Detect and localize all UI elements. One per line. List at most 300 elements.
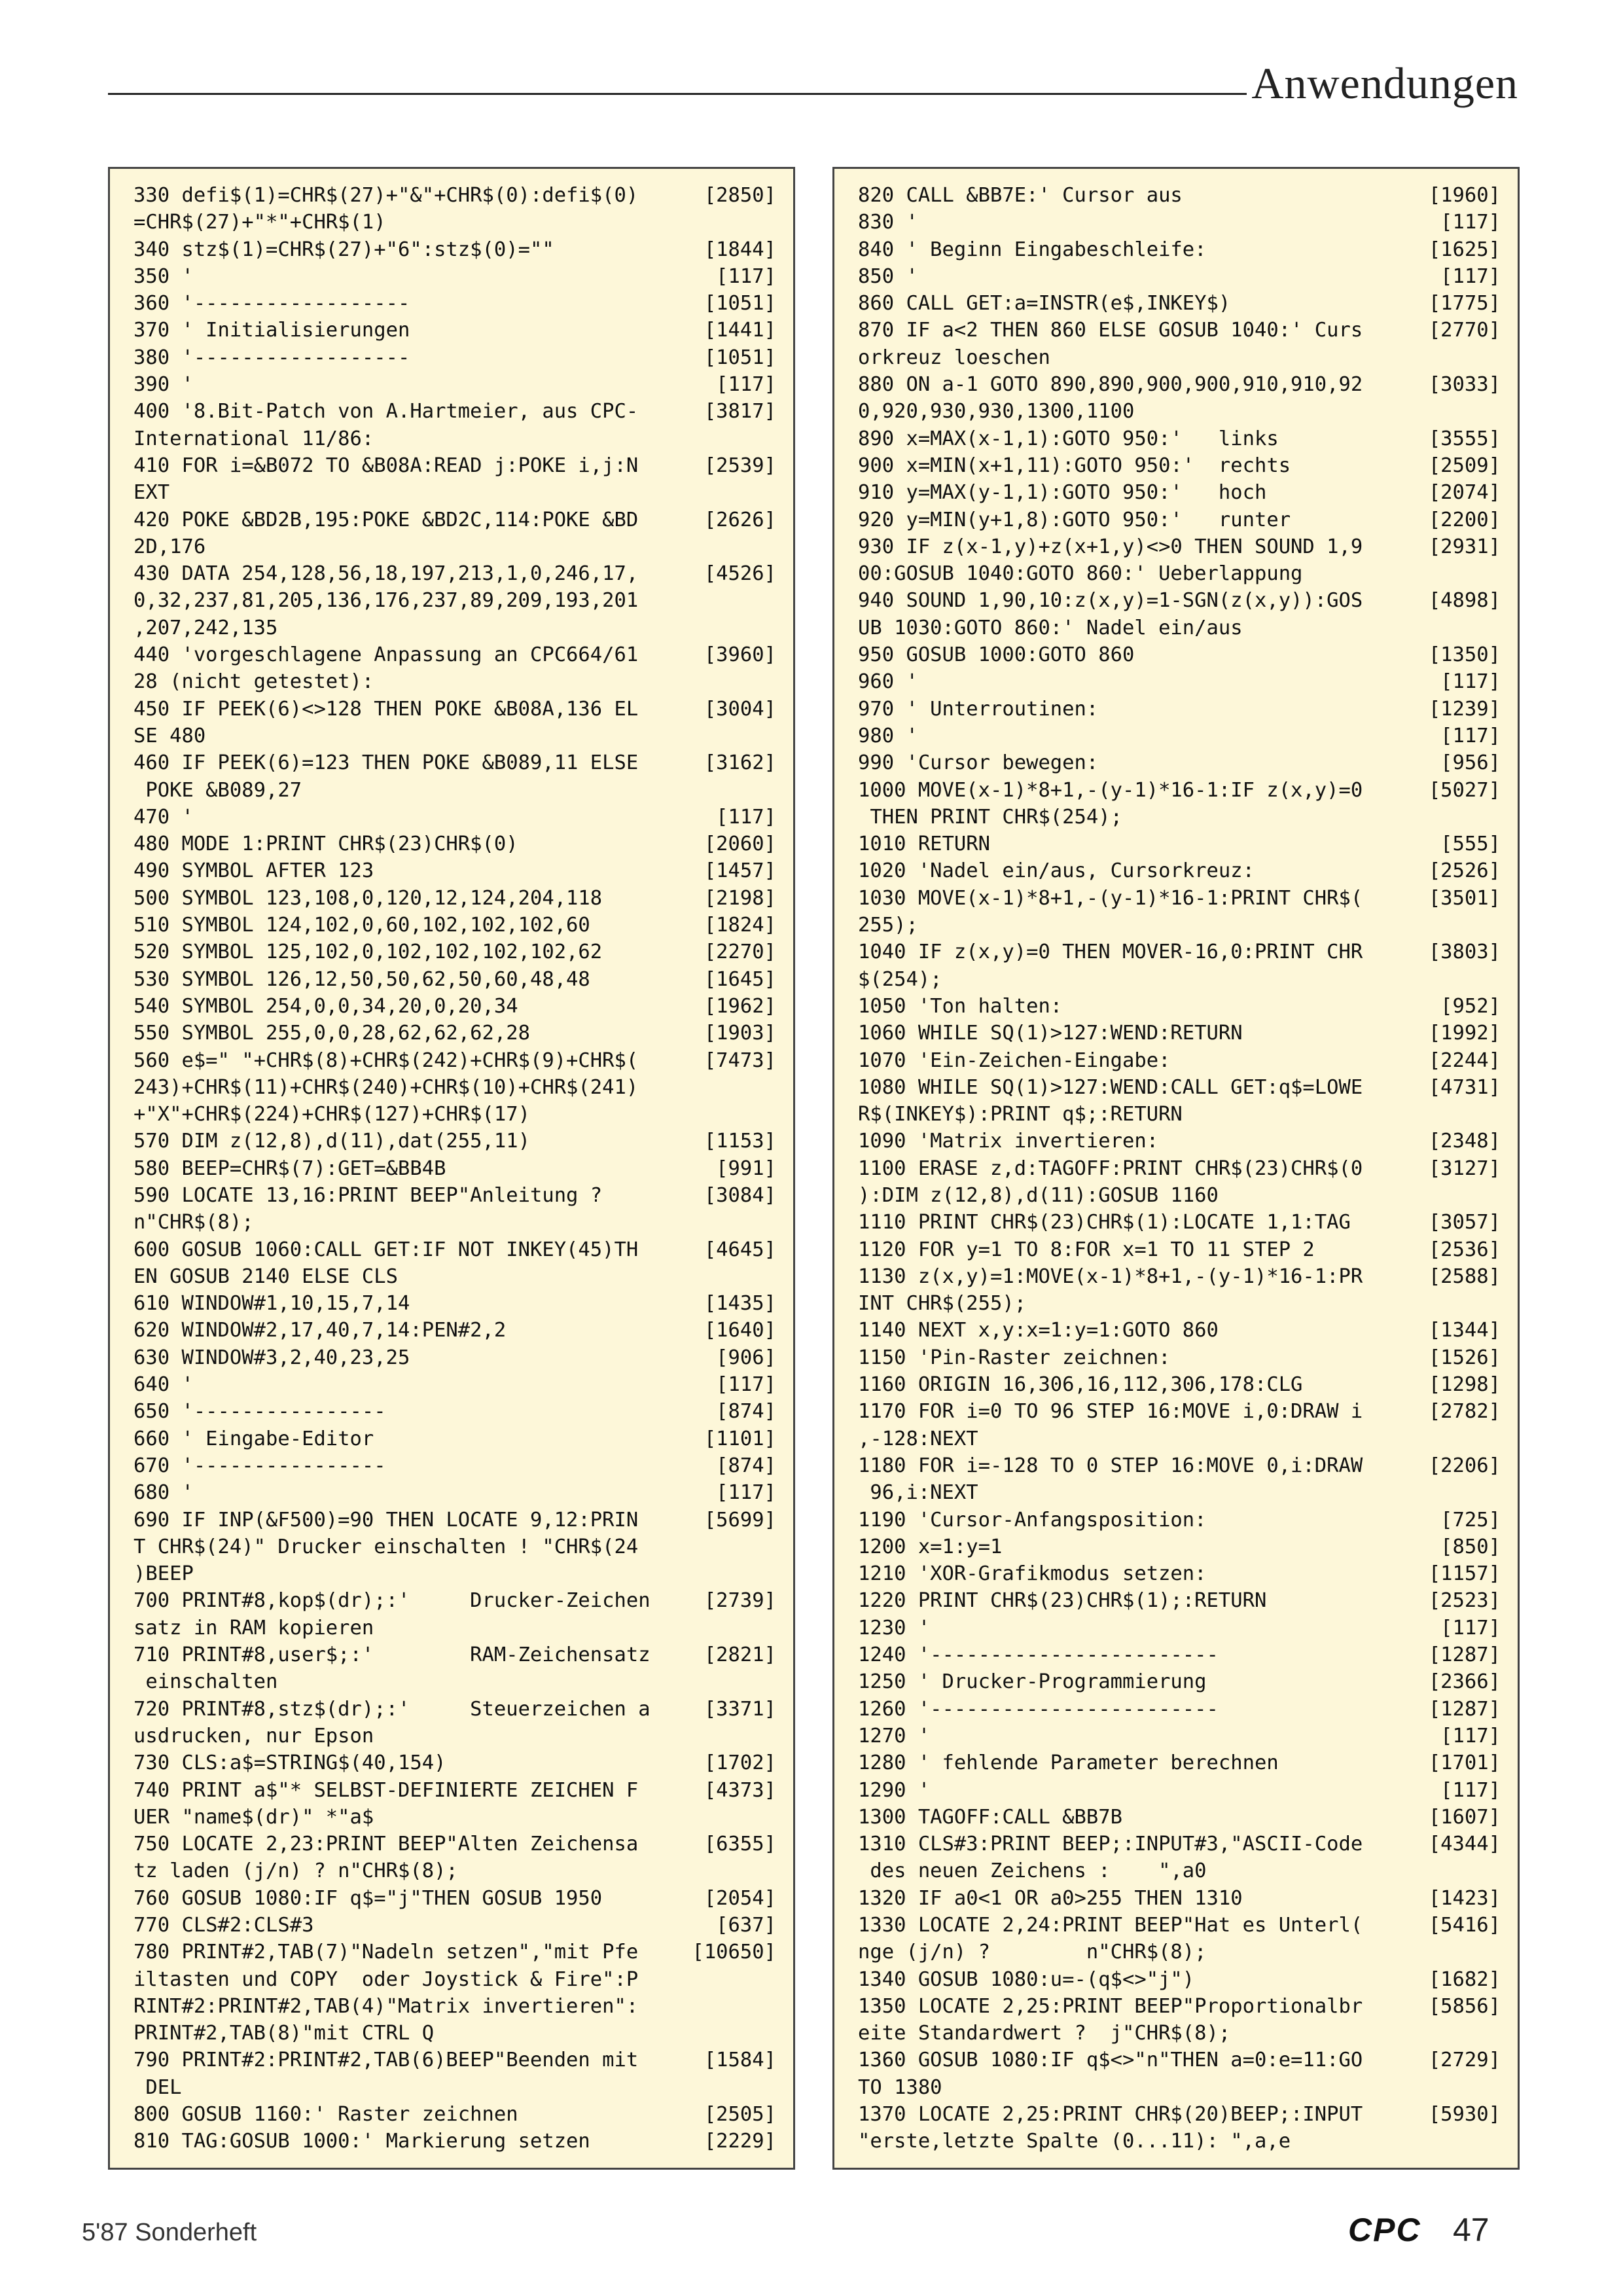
checksum: [1051] (704, 292, 776, 315)
code-line (134, 371, 776, 398)
code-text: +"X"+CHR$(224)+CHR$(127)+CHR$(17) (134, 1103, 530, 1126)
code-text: 550 SYMBOL 255,0,0,28,62,62,62,28 (134, 1022, 530, 1045)
listing-column-right (832, 167, 1520, 2170)
checksum: [2206] (1428, 1454, 1501, 1477)
code-text: 730 CLS:a$=STRING$(40,154) (134, 1751, 446, 1775)
page-number: 47 (1453, 2212, 1489, 2248)
code-line (858, 1993, 1501, 2020)
code-line (134, 668, 776, 695)
code-line (858, 1723, 1501, 1749)
code-text: 870 IF a<2 THEN 860 ELSE GOSUB 1040:' Curs (858, 319, 1363, 342)
checksum: [117] (1440, 724, 1501, 747)
checksum: [1607] (1428, 1805, 1501, 1829)
code-line (858, 1615, 1501, 1641)
checksum: [2054] (704, 1886, 776, 1910)
code-text: 430 DATA 254,128,56,18,197,213,1,0,246,17, (134, 562, 639, 586)
code-line (134, 1128, 776, 1155)
code-line (858, 317, 1501, 344)
code-text: 530 SYMBOL 126,12,50,50,62,50,60,48,48 (134, 967, 590, 991)
code-line (134, 1020, 776, 1047)
code-text: 350 ' (134, 264, 194, 288)
checksum: [2782] (1428, 1400, 1501, 1424)
code-text: 680 ' (134, 1481, 194, 1505)
checksum: [2588] (1428, 1265, 1501, 1288)
checksum: [3817] (704, 400, 776, 423)
checksum: [1682] (1428, 1967, 1501, 1991)
checksum: [1298] (1428, 1373, 1501, 1397)
code-line (134, 1507, 776, 1534)
code-line (858, 1966, 1501, 1993)
code-text: 1100 ERASE z,d:TAGOFF:PRINT CHR$(23)CHR$(0 (858, 1157, 1363, 1180)
code-line (134, 1534, 776, 1560)
code-text: 610 WINDOW#1,10,15,7,14 (134, 1292, 410, 1316)
code-text: SE 480 (134, 724, 206, 747)
code-text: 840 ' Beginn Eingabeschleife: (858, 238, 1207, 261)
code-text: 380 '------------------ (134, 346, 410, 369)
code-line (134, 696, 776, 723)
code-line (134, 1723, 776, 1749)
code-line (134, 1939, 776, 1965)
checksum: [1640] (704, 1319, 776, 1342)
checksum: [1903] (704, 1022, 776, 1045)
checksum: [2770] (1428, 319, 1501, 342)
code-text: POKE &B089,27 (134, 778, 302, 802)
code-text: 710 PRINT#8,user$;:' RAM-Zeichensatz (134, 1643, 651, 1667)
code-text: 0,920,930,930,1300,1100 (858, 400, 1135, 423)
code-text: 410 FOR i=&B072 TO &B08A:READ j:POKE i,j:N (134, 454, 639, 477)
checksum: [2536] (1428, 1238, 1501, 1261)
code-line (134, 209, 776, 236)
code-text: 370 ' Initialisierungen (134, 319, 410, 342)
code-text: =CHR$(27)+"*"+CHR$(1) (134, 211, 386, 234)
listing-column-left (108, 167, 795, 2170)
checksum: [7473] (704, 1049, 776, 1072)
code-line (858, 749, 1501, 776)
code-text: nge (j/n) ? n"CHR$(8); (858, 1941, 1207, 1964)
code-line (858, 1426, 1501, 1452)
code-text: 560 e$=" "+CHR$(8)+CHR$(242)+CHR$(9)+CHR$( (134, 1049, 639, 1072)
code-line (134, 1426, 776, 1452)
code-line (858, 1696, 1501, 1723)
code-line (134, 1885, 776, 1912)
code-text: 520 SYMBOL 125,102,0,102,102,102,102,62 (134, 941, 603, 964)
checksum: [117] (1440, 1724, 1501, 1748)
code-text: 1240 '------------------------ (858, 1643, 1219, 1667)
header-rule (108, 93, 1247, 95)
code-line (134, 425, 776, 452)
code-text: 970 ' Unterroutinen: (858, 697, 1099, 721)
code-text: 1150 'Pin-Raster zeichnen: (858, 1346, 1171, 1369)
code-line (858, 2047, 1501, 2073)
checksum: [117] (716, 805, 776, 829)
code-line (858, 425, 1501, 452)
code-text: 390 ' (134, 373, 194, 397)
code-text: R$(INKEY$):PRINT q$;:RETURN (858, 1103, 1183, 1126)
code-line (134, 1182, 776, 1209)
code-line (858, 777, 1501, 804)
checksum: [5856] (1428, 1994, 1501, 2018)
code-line (858, 1182, 1501, 1209)
code-line (134, 182, 776, 209)
checksum: [1423] (1428, 1886, 1501, 1910)
code-line (858, 1641, 1501, 1668)
code-text: T CHR$(24)" Drucker einschalten ! "CHR$(24 (134, 1535, 639, 1558)
checksum: [2739] (704, 1589, 776, 1613)
code-text: 1040 IF z(x,y)=0 THEN MOVER-16,0:PRINT CHR (858, 941, 1363, 964)
code-line (858, 912, 1501, 939)
code-line (858, 236, 1501, 263)
code-text: 960 ' (858, 670, 918, 694)
code-line (858, 507, 1501, 533)
code-text: ,207,242,135 (134, 616, 278, 639)
code-text: 330 defi$(1)=CHR$(27)+"&"+CHR$(0):defi$(0) (134, 184, 639, 207)
checksum: [1844] (704, 238, 776, 261)
code-line (858, 560, 1501, 587)
code-line (134, 1560, 776, 1587)
code-text: 400 '8.Bit-Patch von A.Hartmeier, aus CPC- (134, 400, 639, 423)
code-text: iltasten und COPY oder Joystick & Fire":P (134, 1967, 639, 1991)
code-line (858, 1452, 1501, 1479)
checksum: [3960] (704, 643, 776, 667)
code-line (134, 290, 776, 317)
code-text: 640 ' (134, 1373, 194, 1397)
checksum: [1701] (1428, 1751, 1501, 1775)
checksum: [117] (1440, 1616, 1501, 1640)
code-text: 243)+CHR$(11)+CHR$(240)+CHR$(10)+CHR$(241) (134, 1075, 639, 1099)
code-line (858, 1912, 1501, 1939)
code-text: DEL (134, 2075, 182, 2099)
code-line (134, 1479, 776, 1506)
code-text: 650 '---------------- (134, 1400, 386, 1424)
code-line (134, 615, 776, 641)
checksum: [3127] (1428, 1157, 1501, 1180)
code-line (858, 1371, 1501, 1398)
code-line (858, 1831, 1501, 1857)
code-line (858, 1857, 1501, 1884)
code-line (858, 1398, 1501, 1425)
checksum: [1101] (704, 1427, 776, 1450)
code-text: 800 GOSUB 1160:' Raster zeichnen (134, 2103, 518, 2126)
code-text: 740 PRINT a$"* SELBST-DEFINIERTE ZEICHEN F (134, 1778, 639, 1802)
checksum: [1702] (704, 1751, 776, 1775)
code-text: $(254); (858, 967, 942, 991)
checksum: [1239] (1428, 697, 1501, 721)
code-text: satz in RAM kopieren (134, 1616, 374, 1640)
code-line (134, 1155, 776, 1182)
code-text: 720 PRINT#8,stz$(dr);:' Steuerzeichen a (134, 1697, 651, 1721)
checksum: [2509] (1428, 454, 1501, 477)
checksum: [1960] (1428, 184, 1501, 207)
code-text: 950 GOSUB 1000:GOTO 860 (858, 643, 1135, 667)
code-text: 620 WINDOW#2,17,40,7,14:PEN#2,2 (134, 1319, 507, 1342)
code-line (858, 966, 1501, 993)
code-text: 750 LOCATE 2,23:PRINT BEEP"Alten Zeichensa (134, 1833, 639, 1856)
checksum: [4731] (1428, 1075, 1501, 1099)
code-line (134, 1236, 776, 1263)
code-line (858, 804, 1501, 831)
code-text: 1130 z(x,y)=1:MOVE(x-1)*8+1,-(y-1)*16-1:PR (858, 1265, 1363, 1288)
checksum: [5930] (1428, 2103, 1501, 2126)
code-text: usdrucken, nur Epson (134, 1724, 374, 1748)
code-text: 700 PRINT#8,kop$(dr);:' Drucker-Zeichen (134, 1589, 651, 1613)
checksum: [117] (1440, 670, 1501, 694)
code-line (134, 2074, 776, 2101)
code-line (858, 1317, 1501, 1344)
code-text: 1080 WHILE SQ(1)>127:WEND:CALL GET:q$=LOWE (858, 1075, 1363, 1099)
checksum: [2539] (704, 454, 776, 477)
code-line (134, 1047, 776, 1074)
code-line (858, 1749, 1501, 1776)
code-text: 1320 IF a0<1 OR a0>255 THEN 1310 (858, 1886, 1243, 1910)
code-text: 1330 LOCATE 2,24:PRINT BEEP"Hat es Unterl( (858, 1914, 1363, 1937)
code-line (134, 1209, 776, 1236)
code-line (134, 1344, 776, 1371)
code-text: 500 SYMBOL 123,108,0,120,12,124,204,118 (134, 886, 603, 910)
code-text: 630 WINDOW#3,2,40,23,25 (134, 1346, 410, 1369)
checksum: [2366] (1428, 1670, 1501, 1694)
code-text: 1090 'Matrix invertieren: (858, 1130, 1159, 1153)
code-line (858, 182, 1501, 209)
code-line (134, 344, 776, 371)
code-line (858, 344, 1501, 371)
checksum: [3501] (1428, 886, 1501, 910)
code-text: 670 '---------------- (134, 1454, 386, 1477)
code-line (134, 912, 776, 939)
code-text: 860 CALL GET:a=INSTR(e$,INKEY$) (858, 292, 1231, 315)
code-line (134, 885, 776, 912)
code-text: )BEEP (134, 1562, 194, 1586)
code-text: ):DIM z(12,8),d(11):GOSUB 1160 (858, 1183, 1219, 1207)
code-line (134, 587, 776, 614)
code-text: 1050 'Ton halten: (858, 994, 1063, 1018)
code-text: orkreuz loeschen (858, 346, 1050, 369)
code-line (858, 939, 1501, 965)
checksum: [1824] (704, 914, 776, 937)
code-text: 510 SYMBOL 124,102,0,60,102,102,102,60 (134, 914, 590, 937)
code-line (858, 1047, 1501, 1074)
code-text: 780 PRINT#2,TAB(7)"Nadeln setzen","mit Pfe (134, 1941, 639, 1964)
code-line (858, 587, 1501, 614)
code-line (858, 2128, 1501, 2155)
code-line (134, 1777, 776, 1804)
checksum: [4898] (1428, 589, 1501, 613)
code-text: 660 ' Eingabe-Editor (134, 1427, 374, 1450)
code-text: 1280 ' fehlende Parameter berechnen (858, 1751, 1279, 1775)
code-line (858, 1939, 1501, 1965)
code-line (858, 857, 1501, 884)
code-line (858, 1128, 1501, 1155)
code-text: UER "name$(dr)" *"a$ (134, 1805, 374, 1829)
code-line (134, 641, 776, 668)
checksum: [6355] (704, 1833, 776, 1856)
checksum: [2229] (704, 2130, 776, 2153)
checksum: [1051] (704, 346, 776, 369)
checksum: [1350] (1428, 643, 1501, 667)
code-text: 440 'vorgeschlagene Anpassung an CPC664/61 (134, 643, 639, 667)
code-line (858, 479, 1501, 506)
code-text: 880 ON a-1 GOTO 890,890,900,900,910,910,92 (858, 373, 1363, 397)
code-line (134, 831, 776, 857)
checksum: [2348] (1428, 1130, 1501, 1153)
code-line (134, 1857, 776, 1884)
code-text: 1190 'Cursor-Anfangsposition: (858, 1508, 1207, 1532)
code-line (134, 1696, 776, 1723)
code-text: 1260 '------------------------ (858, 1697, 1219, 1721)
code-text: 900 x=MIN(x+1,11):GOTO 950:' rechts (858, 454, 1291, 477)
code-text: 770 CLS#2:CLS#3 (134, 1914, 314, 1937)
code-line (858, 1777, 1501, 1804)
code-line (858, 371, 1501, 398)
code-line (858, 1587, 1501, 1614)
code-text: 1270 ' (858, 1724, 931, 1748)
checksum: [4645] (704, 1238, 776, 1261)
checksum: [725] (1440, 1508, 1501, 1532)
code-text: EXT (134, 481, 170, 505)
checksum: [555] (1440, 833, 1501, 856)
code-text: EN GOSUB 2140 ELSE CLS (134, 1265, 398, 1288)
checksum: [1441] (704, 319, 776, 342)
code-text: einschalten (134, 1670, 278, 1694)
code-line (858, 290, 1501, 317)
code-text: 1180 FOR i=-128 TO 0 STEP 16:MOVE 0,i:DRAW (858, 1454, 1363, 1477)
code-text: 590 LOCATE 13,16:PRINT BEEP"Anleitung ? (134, 1183, 603, 1207)
code-text: 990 'Cursor bewegen: (858, 751, 1099, 775)
code-text: 1350 LOCATE 2,25:PRINT BEEP"Proportionalbr (858, 1994, 1363, 2018)
code-line (134, 452, 776, 479)
checksum: [2198] (704, 886, 776, 910)
code-line (134, 1074, 776, 1101)
checksum: [1435] (704, 1292, 776, 1316)
code-text: UB 1030:GOTO 860:' Nadel ein/aus (858, 616, 1243, 639)
checksum: [2060] (704, 833, 776, 856)
code-text: 580 BEEP=CHR$(7):GET=&BB4B (134, 1157, 446, 1180)
code-line (134, 2020, 776, 2047)
checksum: [5027] (1428, 778, 1501, 802)
code-text: des neuen Zeichens : ",a0 (858, 1859, 1207, 1883)
code-line (134, 1749, 776, 1776)
code-line (134, 857, 776, 884)
code-text: 360 '------------------ (134, 292, 410, 315)
checksum: [4344] (1428, 1833, 1501, 1856)
code-line (134, 966, 776, 993)
code-text: 00:GOSUB 1040:GOTO 860:' Ueberlappung (858, 562, 1303, 586)
code-line (134, 560, 776, 587)
code-text: 930 IF z(x-1,y)+z(x+1,y)<>0 THEN SOUND 1,9 (858, 535, 1363, 558)
code-line (858, 398, 1501, 425)
code-text: tz laden (j/n) ? n"CHR$(8); (134, 1859, 458, 1883)
code-line (134, 777, 776, 804)
code-line (134, 398, 776, 425)
checksum: [3371] (704, 1697, 776, 1721)
checksum: [956] (1440, 751, 1501, 775)
code-line (858, 641, 1501, 668)
code-text: 570 DIM z(12,8),d(11),dat(255,11) (134, 1130, 530, 1153)
code-line (134, 1831, 776, 1857)
checksum: [991] (716, 1157, 776, 1180)
code-text: 460 IF PEEK(6)=123 THEN POKE &B089,11 ELSE (134, 751, 639, 775)
code-text: TO 1380 (858, 2075, 942, 2099)
code-text: 540 SYMBOL 254,0,0,34,20,0,20,34 (134, 994, 518, 1018)
code-line (858, 533, 1501, 560)
code-text: 96,i:NEXT (858, 1481, 978, 1505)
code-text: 490 SYMBOL AFTER 123 (134, 859, 374, 883)
checksum: [874] (716, 1400, 776, 1424)
code-text: PRINT#2,TAB(8)"mit CTRL Q (134, 2022, 435, 2045)
checksum: [117] (1440, 264, 1501, 288)
code-text: 1140 NEXT x,y:x=1:y=1:GOTO 860 (858, 1319, 1219, 1342)
code-line (134, 749, 776, 776)
checksum: [3803] (1428, 941, 1501, 964)
code-text: 600 GOSUB 1060:CALL GET:IF NOT INKEY(45)TH (134, 1238, 639, 1261)
code-line (858, 668, 1501, 695)
code-line (858, 1534, 1501, 1560)
checksum: [3033] (1428, 373, 1501, 397)
code-line (134, 1804, 776, 1831)
code-line (858, 2074, 1501, 2101)
checksum: [874] (716, 1454, 776, 1477)
code-text: 420 POKE &BD2B,195:POKE &BD2C,114:POKE &BD (134, 508, 639, 531)
code-text: eite Standardwert ? j"CHR$(8); (858, 2022, 1231, 2045)
code-text: 1340 GOSUB 1080:u=-(q$<>"j") (858, 1967, 1195, 1991)
checksum: [850] (1440, 1535, 1501, 1558)
code-line (134, 1641, 776, 1668)
code-text: 790 PRINT#2:PRINT#2,TAB(6)BEEP"Beenden mit (134, 2049, 639, 2072)
code-text: 1360 GOSUB 1080:IF q$<>"n"THEN a=0:e=11:GO (858, 2049, 1363, 2072)
checksum: [3162] (704, 751, 776, 775)
code-text: 1070 'Ein-Zeichen-Eingabe: (858, 1049, 1171, 1072)
code-line (858, 1020, 1501, 1047)
code-text: RINT#2:PRINT#2,TAB(4)"Matrix invertieren": (134, 1994, 639, 2018)
checksum: [1962] (704, 994, 776, 1018)
code-text: 910 y=MAX(y-1,1):GOTO 950:' hoch (858, 481, 1267, 505)
checksum: [117] (716, 1481, 776, 1505)
checksum: [1153] (704, 1130, 776, 1153)
checksum: [2850] (704, 184, 776, 207)
code-line (858, 993, 1501, 1020)
checksum: [1775] (1428, 292, 1501, 315)
code-line (858, 1507, 1501, 1534)
checksum: [1992] (1428, 1022, 1501, 1045)
checksum: [1287] (1428, 1643, 1501, 1667)
code-line (858, 209, 1501, 236)
code-text: 470 ' (134, 805, 194, 829)
code-text: 1170 FOR i=0 TO 96 STEP 16:MOVE i,0:DRAW i (858, 1400, 1363, 1424)
code-line (134, 1317, 776, 1344)
checksum: [2270] (704, 941, 776, 964)
code-text: n"CHR$(8); (134, 1211, 254, 1234)
code-line (134, 723, 776, 749)
code-line (134, 1371, 776, 1398)
code-line (134, 507, 776, 533)
checksum: [4526] (704, 562, 776, 586)
checksum: [2931] (1428, 535, 1501, 558)
checksum: [3084] (704, 1183, 776, 1207)
checksum: [3004] (704, 697, 776, 721)
checksum: [1526] (1428, 1346, 1501, 1369)
checksum: [117] (1440, 211, 1501, 234)
code-line (858, 723, 1501, 749)
code-line (134, 236, 776, 263)
checksum: [2200] (1428, 508, 1501, 531)
code-text: 480 MODE 1:PRINT CHR$(23)CHR$(0) (134, 833, 518, 856)
checksum: [1584] (704, 2049, 776, 2072)
code-line (134, 479, 776, 506)
code-line (858, 1885, 1501, 1912)
code-line (134, 317, 776, 344)
checksum: [1625] (1428, 238, 1501, 261)
code-text: ,-128:NEXT (858, 1427, 978, 1450)
checksum: [2526] (1428, 859, 1501, 883)
